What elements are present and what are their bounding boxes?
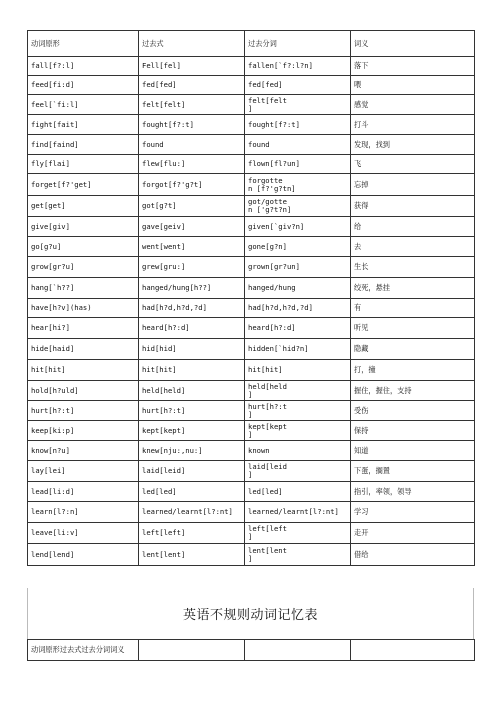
past-tense-cell: hurt[h?:t] [139,401,245,421]
meaning-cell: 知道 [351,441,475,461]
meaning-cell: 去 [351,237,475,257]
base-form-cell: feel[`fi:l] [28,95,139,115]
past-tense-cell: felt[felt] [139,95,245,115]
table-row [28,155,475,174]
base-form-cell: forget[f?'get] [28,174,139,196]
base-form-cell: grow[gr?u] [28,257,139,278]
base-form-cell: go[g?u] [28,237,139,257]
past-tense-cell: grew[gru:] [139,257,245,278]
past-participle-cell: gone[g?n] [245,237,351,257]
past-tense-cell: forgot[f?'g?t] [139,174,245,196]
past-tense-cell: found [139,135,245,155]
table-row [28,196,475,217]
past-tense-cell: led[led] [139,482,245,502]
meaning-cell: 保持 [351,421,475,441]
past-tense-cell: hanged/hung[h??] [139,278,245,299]
meaning-cell: 打斗 [351,115,475,135]
header-base-form: 动词原形 [28,31,139,57]
base-form-cell: hit[hit] [28,360,139,381]
past-tense-cell: hit[hit] [139,360,245,381]
base-form-cell: fly[flai] [28,155,139,174]
base-form-cell: learn[l?:n] [28,502,139,523]
base-form-cell: fall[f?:l] [28,57,139,76]
past-tense-cell: got[g?t] [139,196,245,217]
past-participle-cell: known [245,441,351,461]
past-participle-cell: lent[lent ] [245,544,351,566]
meaning-cell: 忘掉 [351,174,475,196]
past-tense-cell: heard[h?:d] [139,318,245,339]
past-participle-cell: found [245,135,351,155]
header-past-participle: 过去分词 [245,31,351,57]
past-tense-cell: had[h?d,h?d,?d] [139,299,245,318]
table-row [28,115,475,135]
past-tense-cell: fought[f?:t] [139,115,245,135]
table-row [28,237,475,257]
base-form-cell: hear[hi?] [28,318,139,339]
base-form-cell: have[h?v](has) [28,299,139,318]
meaning-cell: 感觉 [351,95,475,115]
past-tense-cell: held[held] [139,381,245,401]
base-form-cell: hide[haid] [28,339,139,360]
page-title: 英语不规则动词记忆表 [182,608,318,623]
past-participle-cell: held[held ] [245,381,351,401]
past-participle-cell: led[led] [245,482,351,502]
table-row [28,339,475,360]
past-tense-cell: learned/learnt[l?:nt] [139,502,245,523]
table-row [28,318,475,339]
past-participle-cell: fallen[`f?:l?n] [245,57,351,76]
meaning-cell: 握住，握住，支持 [351,381,475,401]
past-participle-cell: learned/learnt[l?:nt] [245,502,351,523]
base-form-cell: know[n?u] [28,441,139,461]
past-tense-cell: went[went] [139,237,245,257]
meaning-cell: 学习 [351,502,475,523]
base-form-cell: lend[lend] [28,544,139,566]
past-tense-cell: hid[hid] [139,339,245,360]
meaning-cell: 落下 [351,57,475,76]
base-form-cell: keep[ki:p] [28,421,139,441]
irregular-verb-table [27,30,475,566]
past-participle-cell: laid[leid ] [245,461,351,482]
base-form-cell: lay[lei] [28,461,139,482]
past-tense-cell: Fell[fel] [139,57,245,76]
verb-table-body [28,31,475,566]
table-row [28,421,475,441]
base-form-cell: get[get] [28,196,139,217]
meaning-cell: 喂 [351,76,475,95]
past-participle-cell: kept[kept ] [245,421,351,441]
past-participle-cell: forgotte n [f?'g?tn] [245,174,351,196]
base-form-cell: feed[fi:d] [28,76,139,95]
past-tense-cell: gave[geiv] [139,217,245,237]
table-row [28,95,475,115]
table-header-row [28,31,475,57]
meaning-cell: 发现，找到 [351,135,475,155]
past-participle-cell: felt[felt ] [245,95,351,115]
table-row [28,257,475,278]
meaning-cell: 飞 [351,155,475,174]
base-form-cell: lead[li:d] [28,482,139,502]
footer-cell: 动词原形过去式过去分词词义 [28,640,139,661]
base-form-cell: hang[`h??] [28,278,139,299]
past-participle-cell: fought[f?:t] [245,115,351,135]
base-form-cell: hold[h?uld] [28,381,139,401]
past-participle-cell: hurt[h?:t ] [245,401,351,421]
table-row [28,76,475,95]
meaning-cell: 听见 [351,318,475,339]
footer-cell [245,640,351,661]
meaning-cell: 获得 [351,196,475,217]
table-row [28,502,475,523]
base-form-cell: find[faind] [28,135,139,155]
meaning-cell: 生长 [351,257,475,278]
table-row [28,299,475,318]
meaning-cell: 受伤 [351,401,475,421]
meaning-cell: 绞死，悬挂 [351,278,475,299]
past-tense-cell: lent[lent] [139,544,245,566]
past-participle-cell: flown[fl?un] [245,155,351,174]
past-participle-cell: fed[fed] [245,76,351,95]
base-form-cell: leave[li:v] [28,523,139,544]
past-participle-cell: hit[hit] [245,360,351,381]
footer-table [27,639,475,661]
past-participle-cell: given[`giv?n] [245,217,351,237]
table-row [28,544,475,566]
meaning-cell: 隐藏 [351,339,475,360]
past-participle-cell: left[left ] [245,523,351,544]
table-row [28,57,475,76]
meaning-cell: 下蛋，搁置 [351,461,475,482]
past-tense-cell: knew[nju:,nu:] [139,441,245,461]
meaning-cell: 指引，率领，领导 [351,482,475,502]
meaning-cell: 借给 [351,544,475,566]
table-row [28,381,475,401]
base-form-cell: hurt[h?:t] [28,401,139,421]
table-row [28,482,475,502]
table-row [28,401,475,421]
past-participle-cell: hidden[`hid?n] [245,339,351,360]
past-tense-cell: kept[kept] [139,421,245,441]
meaning-cell: 给 [351,217,475,237]
table-row [28,360,475,381]
header-meaning: 词义 [351,31,475,57]
header-past-tense: 过去式 [139,31,245,57]
past-tense-cell: fed[fed] [139,76,245,95]
title-section [27,588,474,639]
past-participle-cell: grown[gr?un] [245,257,351,278]
past-tense-cell: left[left] [139,523,245,544]
table-row [28,441,475,461]
past-participle-cell: heard[h?:d] [245,318,351,339]
base-form-cell: give[giv] [28,217,139,237]
past-participle-cell: got/gotte n ['g?t?n] [245,196,351,217]
meaning-cell: 走开 [351,523,475,544]
footer-cell [351,640,475,661]
table-row [28,135,475,155]
base-form-cell: fight[fait] [28,115,139,135]
past-participle-cell: had[h?d,h?d,?d] [245,299,351,318]
meaning-cell: 有 [351,299,475,318]
past-tense-cell: flew[flu:] [139,155,245,174]
table-row [28,174,475,196]
table-row [28,217,475,237]
table-row [28,461,475,482]
table-row [28,523,475,544]
table-row [28,278,475,299]
footer-cell [139,640,245,661]
past-tense-cell: laid[leid] [139,461,245,482]
meaning-cell: 打，撞 [351,360,475,381]
footer-row [28,640,475,661]
past-participle-cell: hanged/hung [245,278,351,299]
